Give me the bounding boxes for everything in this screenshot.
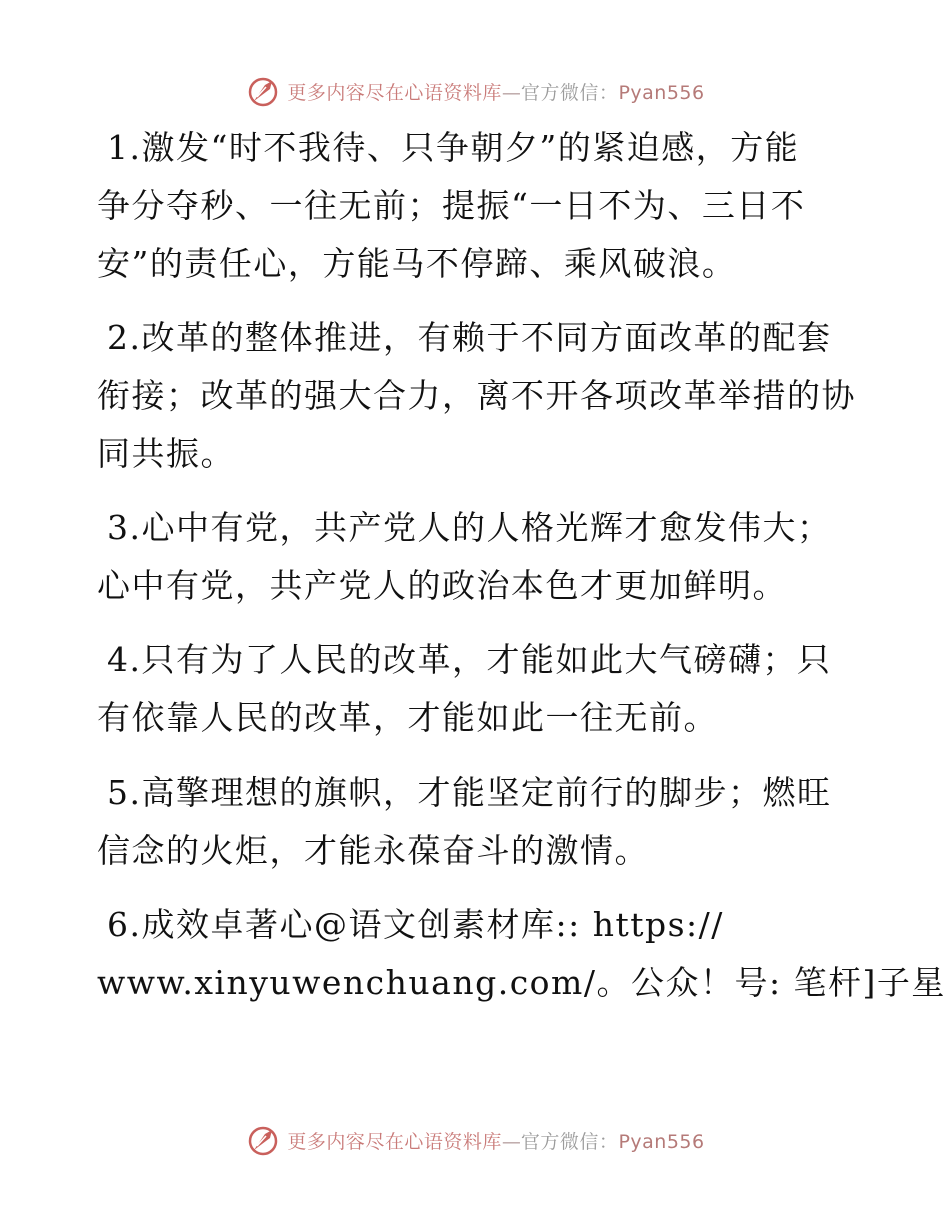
text-line: 安”的责任心，方能马不停蹄、乘风破浪。: [97, 244, 737, 283]
text-line: 争分夺秒、一往无前；提振“一日不为、三日不: [97, 186, 806, 225]
text-line: 有依靠人民的改革，才能如此一往无前。: [97, 698, 718, 737]
watermark-text: [287, 1127, 704, 1154]
watermark-wechat-id: Pyan556: [618, 81, 705, 104]
pen-nib-logo-icon: [245, 1122, 281, 1158]
footer-watermark: [0, 1120, 950, 1160]
text-line: 3.心中有党，共产党人的人格光辉才愈发伟大；: [107, 508, 832, 547]
text-line: 2.改革的整体推进，有赖于不同方面改革的配套: [107, 318, 832, 357]
text-line: 5.高擎理想的旗帜，才能坚定前行的脚步；燃旺: [107, 773, 832, 812]
header-watermark: [0, 71, 950, 111]
text-line: 同共振。: [97, 434, 235, 473]
watermark-official-label: 官方微信：: [520, 81, 619, 104]
text-line: 6.成效卓著心@语文创素材库:: https://: [107, 905, 724, 944]
text-line: 信念的火炬，才能永葆奋斗的激情。: [97, 831, 649, 870]
watermark-library: 更多内容尽在心语资料库: [287, 1130, 502, 1153]
watermark-text: [287, 78, 704, 105]
watermark-separator: —: [501, 1130, 521, 1153]
text-line: 4.只有为了人民的改革，才能如此大气磅礴；只: [107, 640, 832, 679]
watermark-library: 更多内容尽在心语资料库: [287, 81, 502, 104]
watermark-separator: —: [501, 81, 521, 104]
text-line: 衔接；改革的强大合力，离不开各项改革举措的协: [97, 376, 856, 415]
text-line: 1.激发“时不我待、只争朝夕”的紧迫感，方能: [107, 128, 800, 167]
text-line: www.xinyuwenchuang.com/。公众！号: 笔杆]子星: [97, 963, 946, 1002]
text-line: 心中有党，共产党人的政治本色才更加鲜明。: [97, 566, 787, 605]
watermark-official-label: 官方微信：: [520, 1130, 619, 1153]
pen-nib-logo-icon: [245, 73, 281, 109]
watermark-wechat-id: Pyan556: [618, 1130, 705, 1153]
